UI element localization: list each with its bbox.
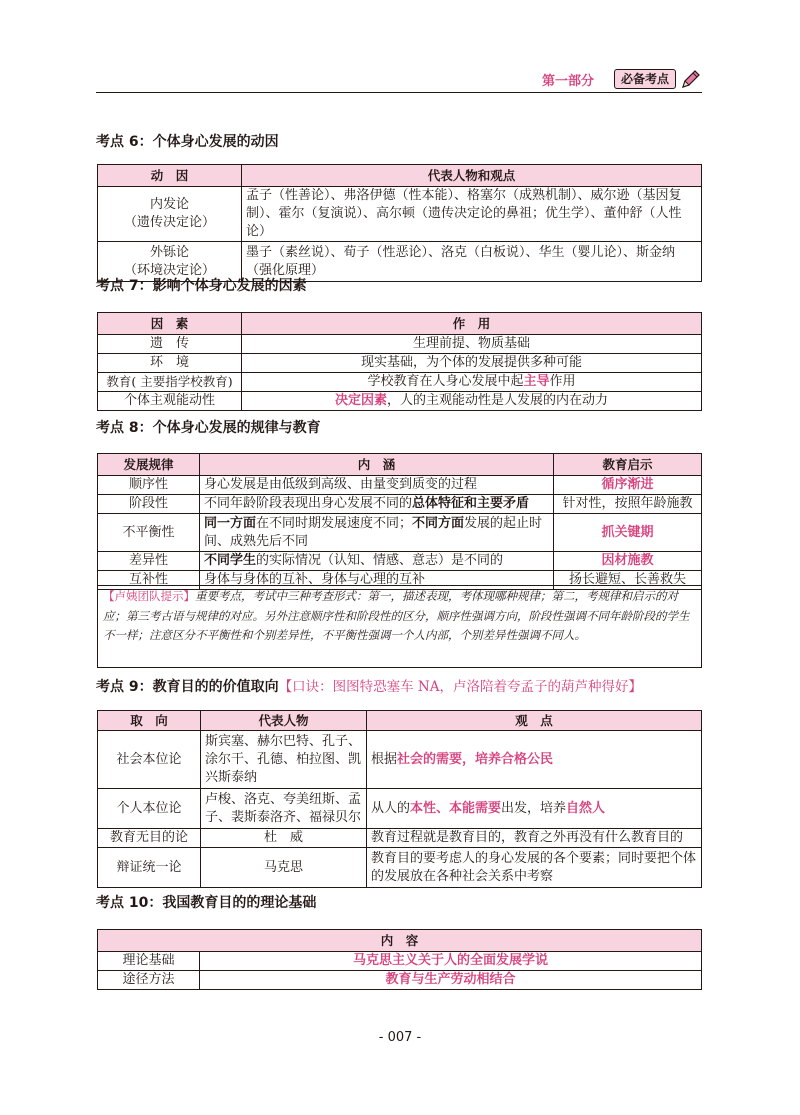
law-insight: 针对性，按照年龄施教 bbox=[554, 495, 702, 514]
law-meaning: 身心发展是由低级到高级、由量变到质变的过程 bbox=[200, 476, 554, 495]
col-header: 教育启示 bbox=[554, 454, 702, 476]
factor-role: 现实基础，为个体的发展提供多种可能 bbox=[242, 354, 702, 373]
law-name: 互补性 bbox=[98, 571, 200, 590]
table-row bbox=[98, 495, 702, 514]
law-meaning: 同一方面在不同时期发展速度不同；不同方面发展的起止时间、成熟先后不同 bbox=[200, 514, 554, 552]
table-row bbox=[98, 373, 702, 392]
table-row bbox=[98, 552, 702, 571]
table-row bbox=[98, 789, 702, 829]
factor-name: 个体主观能动性 bbox=[98, 392, 242, 411]
basis-label: 理论基础 bbox=[98, 952, 200, 971]
law-insight: 抓关键期 bbox=[554, 514, 702, 552]
orientation-name: 教育无目的论 bbox=[98, 829, 201, 848]
section-badge: 必备考点 bbox=[614, 69, 676, 89]
table-row bbox=[98, 476, 702, 495]
viewpoint: 教育目的要考虑人的身心发展的各个要素；同时要把个体的发展放在各种社会关系中考察 bbox=[367, 848, 702, 888]
law-meaning: 不同年龄阶段表现出身心发展不同的总体特征和主要矛盾 bbox=[200, 495, 554, 514]
mnemonic: 【口诀：图图特恐塞车 NA，卢洛陪着夸孟子的葫芦种得好】 bbox=[278, 679, 642, 695]
tip-label: 【卢姨团队提示】 bbox=[103, 589, 195, 603]
table-motive bbox=[97, 164, 702, 282]
law-insight: 扬长避短、长善救失 bbox=[554, 571, 702, 590]
factor-role: 学校教育在人身心发展中起主导作用 bbox=[242, 373, 702, 392]
law-name: 阶段性 bbox=[98, 495, 200, 514]
table-row bbox=[98, 354, 702, 373]
theory-figures: 墨子（素丝说）、荀子（性恶论）、洛克（白板说）、华生（婴儿论）、斯金纳（强化原理） bbox=[242, 242, 702, 282]
theory-name: 外铄论 bbox=[149, 244, 189, 260]
team-tip-box bbox=[97, 585, 702, 668]
orientation-name: 个人本位论 bbox=[98, 789, 201, 829]
factor-name: 教育( 主要指学校教育) bbox=[98, 373, 242, 392]
table-row bbox=[98, 187, 702, 242]
law-name: 不平衡性 bbox=[98, 514, 200, 552]
table-row bbox=[98, 848, 702, 888]
theory-alias: （遗传决定论） bbox=[123, 215, 215, 230]
section-7-title: 考点 7：影响个体身心发展的因素 bbox=[96, 278, 307, 294]
representatives: 马克思 bbox=[201, 848, 367, 888]
col-header: 内 涵 bbox=[200, 454, 554, 476]
table-value-orientation bbox=[97, 710, 702, 888]
col-header: 观 点 bbox=[367, 711, 702, 731]
table-row bbox=[98, 731, 702, 789]
law-meaning: 身体与身体的互补、身体与心理的互补 bbox=[200, 571, 554, 590]
table-row bbox=[98, 335, 702, 354]
table-row bbox=[98, 952, 702, 971]
viewpoint: 教育过程就是教育目的，教育之外再没有什么教育目的 bbox=[367, 829, 702, 848]
col-header: 代表人物 bbox=[201, 711, 367, 731]
law-name: 差异性 bbox=[98, 552, 200, 571]
pencil-icon bbox=[680, 68, 702, 90]
col-header: 因 素 bbox=[98, 313, 242, 335]
basis-label: 途径方法 bbox=[98, 971, 200, 990]
table-row bbox=[98, 829, 702, 848]
table-laws bbox=[97, 453, 702, 590]
factor-role: 决定因素，人的主观能动性是人发展的内在动力 bbox=[242, 392, 702, 411]
table-row bbox=[98, 971, 702, 990]
law-meaning: 不同学生的实际情况（认知、情感、意志）是不同的 bbox=[200, 552, 554, 571]
orientation-name: 社会本位论 bbox=[98, 731, 201, 789]
col-header: 作 用 bbox=[242, 313, 702, 335]
factor-name: 环 境 bbox=[98, 354, 242, 373]
col-header: 取 向 bbox=[98, 711, 201, 731]
table-row bbox=[98, 514, 702, 552]
basis-content: 教育与生产劳动相结合 bbox=[200, 971, 702, 990]
theory-figures: 孟子（性善论）、弗洛伊德（性本能）、格塞尔（成熟机制）、威尔逊（基因复制）、霍尔（复演说）、高尔顿（遗传决定论的鼻祖；优生学）、董仲舒（人性论） bbox=[242, 187, 702, 242]
table-theory-basis bbox=[97, 929, 702, 990]
section-10-title: 考点 10：我国教育目的的理论基础 bbox=[96, 895, 317, 911]
representatives: 杜 威 bbox=[201, 829, 367, 848]
law-insight: 因材施教 bbox=[554, 552, 702, 571]
col-header: 代表人物和观点 bbox=[242, 165, 702, 187]
theory-alias: （环境决定论） bbox=[123, 262, 215, 278]
page-number: - 007 - bbox=[378, 1030, 422, 1045]
factor-name: 遗 传 bbox=[98, 335, 242, 354]
law-insight: 循序渐进 bbox=[554, 476, 702, 495]
law-name: 顺序性 bbox=[98, 476, 200, 495]
orientation-name: 辩证统一论 bbox=[98, 848, 201, 888]
col-header: 内 容 bbox=[98, 930, 702, 952]
section-8-title: 考点 8：个体身心发展的规律与教育 bbox=[96, 420, 321, 436]
part-label: 第一部分 bbox=[541, 74, 594, 89]
theory-name: 内发论 bbox=[149, 197, 189, 212]
representatives: 斯宾塞、赫尔巴特、孔子、涂尔干、孔德、柏拉图、凯兴斯泰纳 bbox=[201, 731, 367, 789]
page-header bbox=[96, 70, 702, 93]
table-row bbox=[98, 392, 702, 411]
section-6-title: 考点 6：个体身心发展的动因 bbox=[96, 134, 279, 150]
col-header: 动 因 bbox=[98, 165, 242, 187]
viewpoint: 根据社会的需要，培养合格公民 bbox=[367, 731, 702, 789]
factor-role: 生理前提、物质基础 bbox=[242, 335, 702, 354]
col-header: 发展规律 bbox=[98, 454, 200, 476]
basis-content: 马克思主义关于人的全面发展学说 bbox=[200, 952, 702, 971]
viewpoint: 从人的本性、本能需要出发，培养自然人 bbox=[367, 789, 702, 829]
tip-text: 重要考点，考试中三种考查形式：第一，描述表现，考体现哪种规律；第二，考规律和启示的对应；第三考古语与规律的对应。另外注意顺序性和阶段性的区分，顺序性强调方向，阶段性强调不同年龄阶段的学生不一样；注意区分不平衡性和个别差异性，不平衡性强调一个人内部，个别差异性强调不同人。 bbox=[103, 589, 690, 642]
section-9-title: 考点 9：教育目的的价值取向【口诀：图图特恐塞车 NA，卢洛陪着夸孟子的葫芦种得好】 bbox=[96, 679, 642, 695]
representatives: 卢梭、洛克、夸美纽斯、孟子、裴斯泰洛齐、福禄贝尔 bbox=[201, 789, 367, 829]
table-factors bbox=[97, 312, 702, 411]
